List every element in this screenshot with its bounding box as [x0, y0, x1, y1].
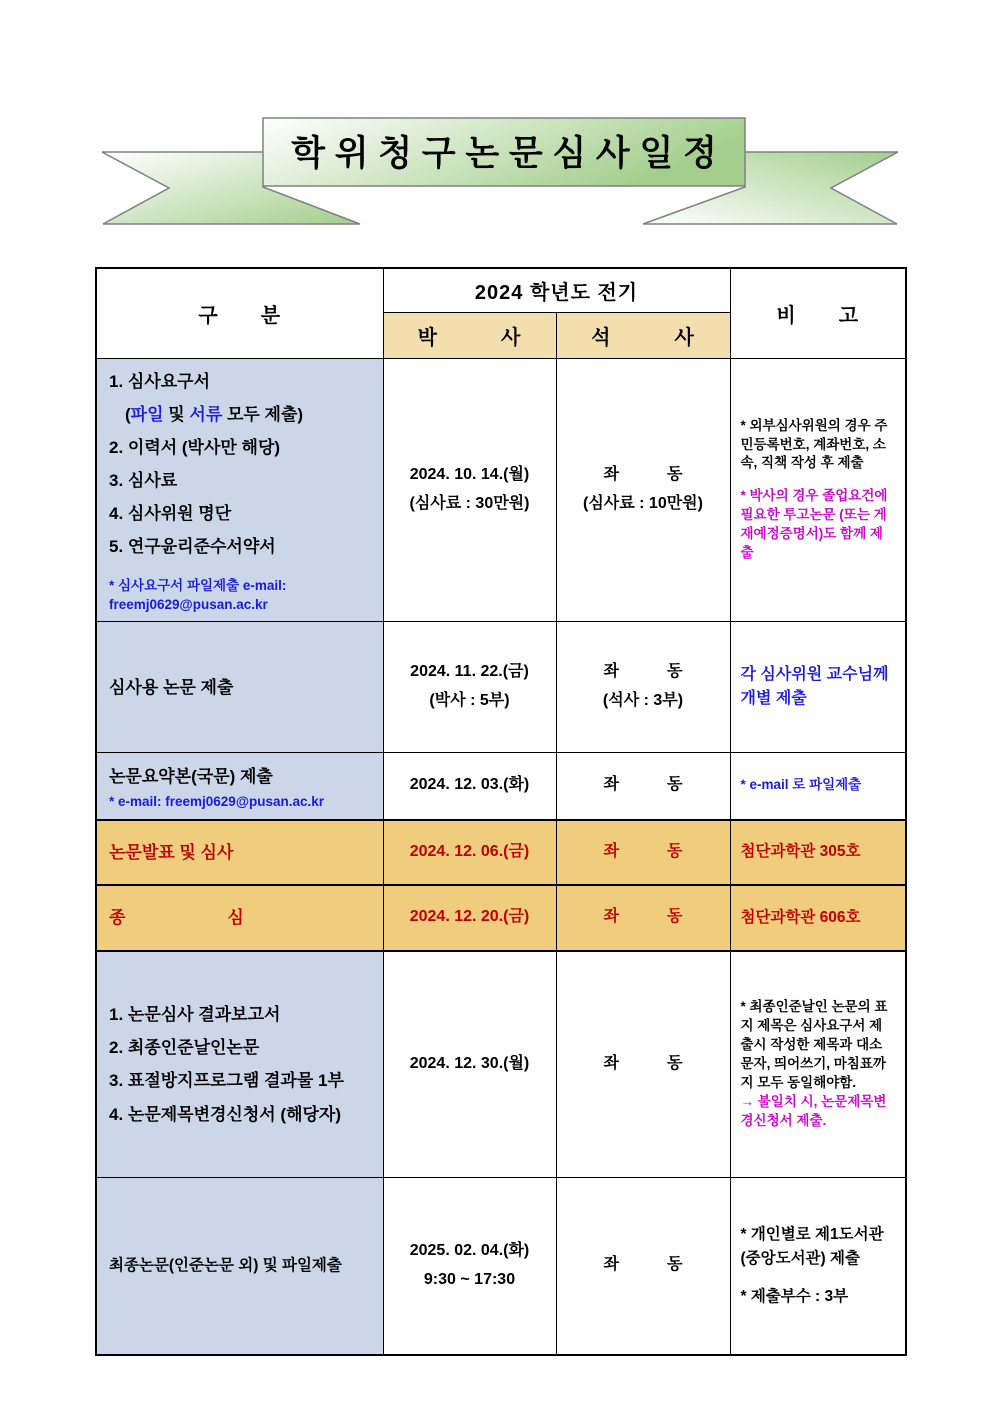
- result-report-masters-cell: [556, 951, 730, 1178]
- text-line: [563, 687, 724, 716]
- text-line: [109, 671, 375, 704]
- text-line: [109, 398, 375, 431]
- text-line: [741, 906, 896, 930]
- text-segment: 모두 제출): [222, 404, 304, 424]
- final-examination-doctoral-cell: [383, 885, 556, 951]
- text-segment: 좌 동: [603, 908, 683, 926]
- final-examination-masters-cell: [556, 885, 730, 951]
- text-line: [109, 901, 375, 934]
- text-line: [741, 417, 896, 474]
- text-segment: 논문요약본(국문) 제출: [109, 766, 273, 786]
- result-report-remarks-cell: [730, 951, 906, 1178]
- result-report-doctoral-cell: [383, 951, 556, 1178]
- table-row-presentation-review: [96, 820, 906, 885]
- text-segment: 파일: [130, 404, 164, 424]
- final-examination-remarks-cell: [730, 885, 906, 951]
- text-segment: * 개인별로 제1도서관(중앙도서관) 제출: [740, 1225, 884, 1267]
- table-row-final-thesis-file: [96, 1178, 906, 1355]
- text-segment: * 제출부수 : 3부: [740, 1287, 849, 1305]
- text-line: [563, 771, 724, 800]
- text-segment: 1. 논문심사 결과보고서: [109, 1005, 281, 1025]
- text-segment: 각 심사위원 교수님께 개별 제출: [740, 666, 889, 708]
- text-line: [563, 1251, 724, 1280]
- text-line: [109, 497, 375, 530]
- text-line: [109, 365, 375, 398]
- text-segment: (박사 : 5부): [429, 692, 510, 710]
- thesis-for-review-remarks-cell: [730, 622, 906, 753]
- text-line: [563, 461, 724, 490]
- text-segment: 2025. 02. 04.(화): [409, 1242, 530, 1260]
- result-report-category-cell: [96, 951, 383, 1178]
- table-row-thesis-abstract: [96, 753, 906, 820]
- text-segment: * e-mail: freemj0629@pusan.ac.kr: [109, 794, 325, 809]
- text-line: [109, 836, 375, 869]
- text-segment: (심사료 : 30만원): [409, 494, 530, 512]
- table-row-review-request: [96, 358, 906, 622]
- final-thesis-file-doctoral-cell: [383, 1178, 556, 1355]
- header-masters: 석 사: [556, 312, 730, 358]
- text-line: [109, 793, 375, 812]
- text-segment: 2024. 10. 14.(월): [409, 466, 530, 484]
- text-segment: 2024. 12. 03.(화): [409, 776, 530, 794]
- text-line: [109, 577, 375, 596]
- thesis-for-review-category-cell: [96, 622, 383, 753]
- text-segment: 4. 논문제목변경신청서 (해당자): [109, 1104, 342, 1124]
- text-segment: 3. 심사료: [109, 470, 178, 490]
- table-row-final-examination: [96, 885, 906, 951]
- thesis-abstract-remarks-cell: [730, 753, 906, 820]
- text-segment: 좌 동: [603, 1054, 683, 1072]
- text-segment: * e-mail 로 파일제출: [740, 777, 862, 793]
- header-doctoral: 박 사: [383, 312, 556, 358]
- review-request-remarks-cell: [730, 358, 906, 622]
- table-row-thesis-for-review: [96, 622, 906, 753]
- text-segment: 좌 동: [603, 663, 683, 681]
- text-line: [109, 1098, 375, 1131]
- text-line: [390, 1050, 550, 1079]
- text-segment: 1. 심사요구서: [109, 371, 211, 391]
- text-segment: 및: [163, 404, 190, 424]
- text-line: [390, 658, 550, 687]
- text-segment: 5. 연구윤리준수서약서: [109, 537, 276, 557]
- text-segment: freemj0629@pusan.ac.kr: [109, 597, 268, 613]
- text-line: [109, 431, 375, 464]
- thesis-for-review-masters-cell: [556, 622, 730, 753]
- text-segment: 2024. 12. 06.(금): [409, 842, 530, 860]
- thesis-abstract-masters-cell: [556, 753, 730, 820]
- final-thesis-file-remarks-cell: [730, 1178, 906, 1355]
- text-line: [390, 687, 550, 716]
- table-header: [96, 268, 906, 358]
- thesis-for-review-doctoral-cell: [383, 622, 556, 753]
- text-segment: 종 심: [109, 908, 244, 928]
- text-segment: 좌 동: [603, 1256, 683, 1274]
- text-line: [563, 490, 724, 519]
- text-segment: 서류: [189, 404, 223, 424]
- text-segment: 9:30 ~ 17:30: [423, 1270, 516, 1288]
- text-line: [109, 1254, 375, 1278]
- text-segment: * 심사요구서 파일제출 e-mail:: [109, 578, 287, 594]
- ribbon-graphic: [0, 0, 992, 245]
- text-segment: * 박사의 경우 졸업요건에 필요한 투고논문 (또는 게재예정증명서)도 함께 제출: [740, 488, 888, 561]
- text-line: [109, 1031, 375, 1064]
- text-segment: 좌 동: [603, 842, 683, 860]
- text-line: [741, 663, 896, 711]
- text-segment: 3. 표절방지프로그램 결과물 1부: [109, 1071, 344, 1091]
- review-request-category-cell: [96, 358, 383, 622]
- text-segment: 첨단과학관 606호: [740, 908, 861, 926]
- text-segment: 2024. 12. 20.(금): [409, 908, 530, 926]
- text-segment: (석사 : 3부): [602, 692, 684, 710]
- text-segment: → 불일치 시, 논문제목변경신청서 제출.: [740, 1093, 887, 1128]
- text-line: [563, 658, 724, 687]
- header-remarks: 비 고: [730, 268, 906, 358]
- final-examination-category-cell: [96, 885, 383, 951]
- text-line: [109, 998, 375, 1031]
- text-segment: 2. 최종인준날인논문: [109, 1038, 260, 1058]
- text-segment: 심사용 논문 제출: [109, 677, 234, 697]
- text-segment: * 외부심사위원의 경우 주민등록번호, 계좌번호, 소속, 직책 작성 후 제출: [740, 417, 888, 471]
- text-segment: (심사료 : 10만원): [583, 494, 703, 512]
- text-segment: (: [125, 404, 131, 424]
- text-line: [741, 1285, 896, 1309]
- text-line: [390, 903, 550, 932]
- text-line: [390, 461, 550, 490]
- header-semester: 2024 학년도 전기: [383, 268, 730, 312]
- page-title: 학 위 청 구 논 문 심 사 일 정: [291, 134, 717, 173]
- table-row-result-report: [96, 951, 906, 1178]
- text-line: [390, 1266, 550, 1295]
- text-line: [390, 490, 550, 519]
- text-line: [109, 464, 375, 497]
- text-segment: 논문발표 및 심사: [109, 842, 234, 862]
- text-line: [563, 903, 724, 932]
- thesis-abstract-doctoral-cell: [383, 753, 556, 820]
- text-line: [741, 1223, 896, 1271]
- review-request-masters-cell: [556, 358, 730, 622]
- text-segment: 좌 동: [603, 776, 683, 794]
- text-segment: 4. 심사위원 명단: [109, 504, 232, 524]
- text-line: [390, 771, 550, 800]
- text-line: [109, 530, 375, 563]
- text-segment: 2024. 12. 30.(월): [409, 1054, 530, 1072]
- text-line: [390, 838, 550, 867]
- text-segment: 2024. 11. 22.(금): [410, 663, 529, 681]
- final-thesis-file-masters-cell: [556, 1178, 730, 1355]
- presentation-review-doctoral-cell: [383, 820, 556, 885]
- presentation-review-remarks-cell: [730, 820, 906, 885]
- text-segment: 2. 이력서 (박사만 해당): [109, 437, 281, 457]
- text-segment: 좌 동: [603, 466, 683, 484]
- text-line: [741, 487, 896, 563]
- text-line: [563, 838, 724, 867]
- text-segment: * 최종인준날인 논문의 표지 제목은 심사요구서 제출시 작성한 제목과 대소문자, 띄어쓰기, 마침표까지 모두 동일해야함.: [740, 999, 888, 1090]
- header-category: 구 분: [96, 268, 383, 358]
- text-line: [109, 760, 375, 793]
- schedule-body: [96, 358, 906, 1355]
- text-line: [390, 1237, 550, 1266]
- text-line: [741, 776, 896, 795]
- text-line: [741, 998, 896, 1092]
- review-request-doctoral-cell: [383, 358, 556, 622]
- thesis-abstract-category-cell: [96, 753, 383, 820]
- text-line: [109, 596, 375, 615]
- text-line: [741, 840, 896, 864]
- presentation-review-category-cell: [96, 820, 383, 885]
- presentation-review-masters-cell: [556, 820, 730, 885]
- title-banner: [0, 0, 992, 245]
- thesis-schedule-table: [95, 267, 907, 1356]
- text-line: [563, 1050, 724, 1079]
- text-line: [741, 1093, 896, 1131]
- text-segment: 최종논문(인준논문 외) 및 파일제출: [109, 1256, 342, 1274]
- final-thesis-file-category-cell: [96, 1178, 383, 1355]
- text-segment: 첨단과학관 305호: [740, 843, 861, 861]
- text-line: [109, 1064, 375, 1097]
